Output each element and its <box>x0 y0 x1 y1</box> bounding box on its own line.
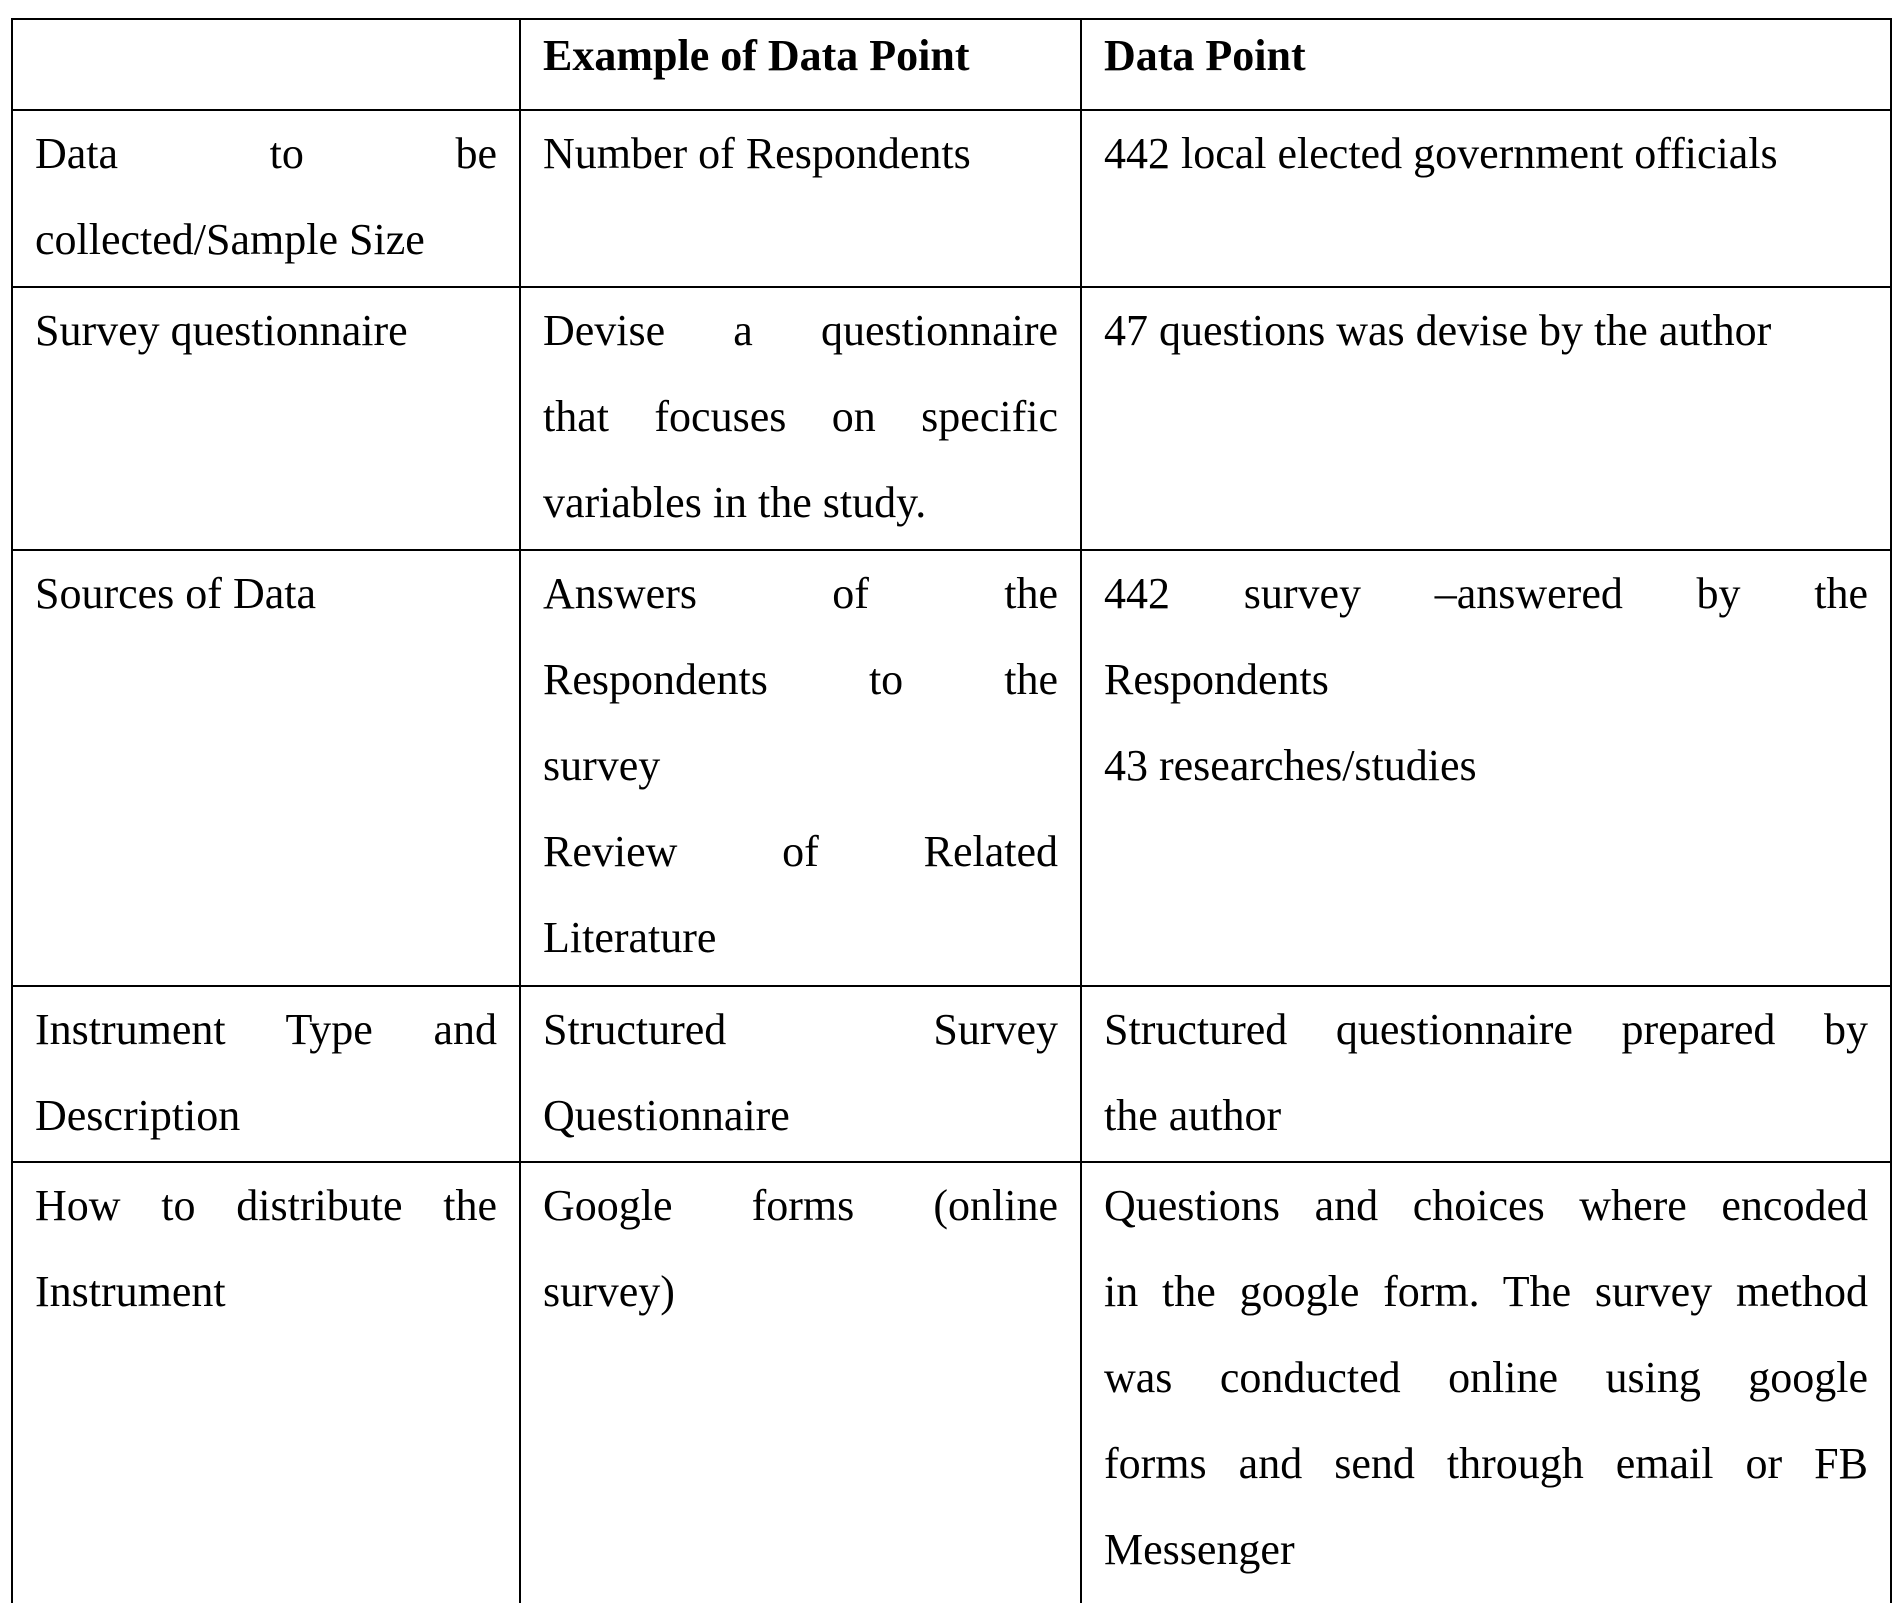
text-line: Number of Respondents <box>543 129 971 178</box>
text-line: 442 local elected government officials <box>1104 129 1778 178</box>
text-line: Structured Survey <box>543 1005 1058 1054</box>
text-line: 442 survey –answered by the <box>1104 569 1868 618</box>
row-example <box>520 287 1081 550</box>
row-label <box>12 986 520 1162</box>
data-collection-table <box>11 18 1892 1603</box>
text-line: was conducted online using google <box>1104 1353 1868 1402</box>
text-line: 43 researches/studies <box>1104 741 1477 790</box>
row-data-point <box>1081 1162 1891 1603</box>
row-data-point <box>1081 287 1891 550</box>
text-line: the author <box>1104 1091 1282 1140</box>
text-line: survey <box>543 741 661 790</box>
text-line: variables in the study. <box>543 478 927 527</box>
row-example <box>520 986 1081 1162</box>
text-line: Data to be <box>35 129 497 178</box>
text-line: 47 questions was devise by the author <box>1104 306 1772 355</box>
table-row <box>12 287 1891 550</box>
row-example <box>520 550 1081 986</box>
text-line: Respondents <box>1104 655 1329 704</box>
text-line: Answers of the <box>543 569 1058 618</box>
text-line: Survey questionnaire <box>35 306 408 355</box>
text-line: in the google form. The survey method <box>1104 1267 1868 1316</box>
row-label <box>12 550 520 986</box>
text-line: Messenger <box>1104 1525 1295 1574</box>
text-line: forms and send through email or FB <box>1104 1439 1868 1488</box>
row-example <box>520 1162 1081 1603</box>
text-line: Description <box>35 1091 241 1140</box>
row-data-point <box>1081 986 1891 1162</box>
text-line: How to distribute the <box>35 1181 497 1230</box>
row-data-point <box>1081 110 1891 287</box>
text-line: survey) <box>543 1267 675 1316</box>
table-header-row <box>12 19 1891 110</box>
text-line: Review of Related <box>543 827 1058 876</box>
row-label <box>12 1162 520 1603</box>
text-line: Google forms (online <box>543 1181 1058 1230</box>
text-line: Instrument <box>35 1267 226 1316</box>
header-example-of-data-point: Example of Data Point <box>520 19 1081 110</box>
text-line: collected/Sample Size <box>35 215 425 264</box>
table-row <box>12 1162 1891 1603</box>
row-data-point <box>1081 550 1891 986</box>
row-label <box>12 287 520 550</box>
table-row <box>12 986 1891 1162</box>
text-line: Questionnaire <box>543 1091 790 1140</box>
table-row <box>12 110 1891 287</box>
text-line: Instrument Type and <box>35 1005 497 1054</box>
text-line: Questions and choices where encoded <box>1104 1181 1868 1230</box>
text-line: Literature <box>543 913 717 962</box>
header-empty <box>12 19 520 110</box>
text-line: Devise a questionnaire <box>543 306 1058 355</box>
row-label <box>12 110 520 287</box>
text-line: Structured questionnaire prepared by <box>1104 1005 1868 1054</box>
text-line: Sources of Data <box>35 569 317 618</box>
text-line: Respondents to the <box>543 655 1058 704</box>
row-example <box>520 110 1081 287</box>
text-line: that focuses on specific <box>543 392 1058 441</box>
table-row <box>12 550 1891 986</box>
header-data-point: Data Point <box>1081 19 1891 110</box>
